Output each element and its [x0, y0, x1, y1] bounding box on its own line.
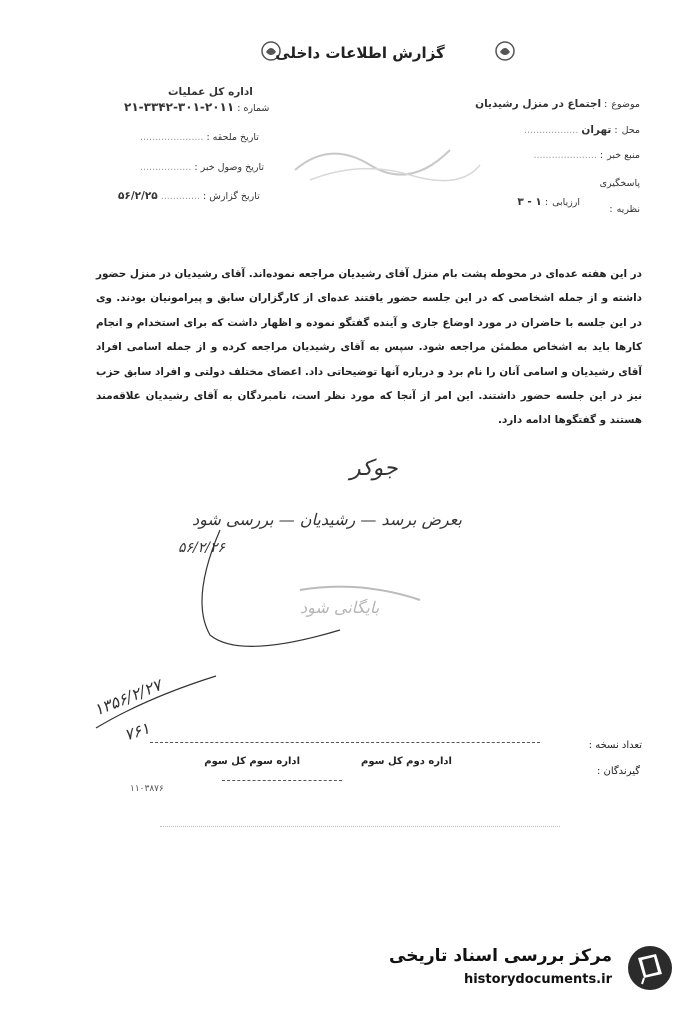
watermark-title: مرکز بررسی اسناد تاریخی — [389, 946, 612, 966]
office-field: اداره کل عملیات — [168, 86, 253, 98]
book-flag-logo-icon — [626, 944, 674, 992]
footer-dept: اداره دوم کل سوم — [361, 756, 452, 767]
report-title: گزارش اطلاعات داخلی — [275, 44, 445, 62]
faint-handwriting: بایگانی شود — [300, 598, 380, 617]
handwritten-signature: جوکر — [350, 456, 398, 481]
footer-divider — [222, 780, 342, 781]
recipients-label: گیرندگان : — [596, 766, 640, 777]
footer-divider — [150, 742, 540, 743]
margin-note: ۱۳۵۶/۲/۲۷ — [91, 675, 164, 720]
remarks-field: نظریه: — [609, 204, 640, 215]
report-body: در این هفته عده‌ای در محوطه پشت بام منزل آقای رشیدیان مراجعه نموده‌اند. آقای رشیدیان در منزل حضور داشته و از جمله اشخاصی که در این جلسه حضور یافتند عده‌ای از کارگزاران سابق و پیرامونیان بودند. وی در این جلسه با حاضران در مورد اوضاع جاری و آینده گفتگو نموده و اظهار داشت که برای استخدام و انجام کارها باید به اشخاص مطمئن مراجعه شود. سپس به آقای رشیدیان مراجعه کرده و از جمله اسامی افراد آقای رشیدیان و اسامی آنان را نام برد و درباره آنها توضیحاتی داد. اعضای مختلف دولتی و افراد سابق حزب نیز در این جلسه حضور داشتند. این امر از آنجا که مورد نظر است، نامبردگان به آقای رشیدیان علاقه‌مند هستند و گفتگوها ادامه دارد. — [96, 268, 642, 427]
copy-count-label: تعداد نسخه : — [588, 740, 642, 751]
report-date-field: تاریخ گزارش : ............. ۵۶/۲/۲۵ — [118, 190, 260, 202]
emblem-icon — [492, 38, 518, 64]
handwritten-note: بعرض برسد — رشیدیان — بررسی شود — [192, 510, 462, 529]
handwritten-date: ۵۶/۲/۲۶ — [178, 540, 226, 556]
margin-stroke — [86, 668, 226, 738]
margin-note: ۷۶۱ — [121, 718, 153, 745]
attachment-date-field: تاریخ ملحقه : ..................... — [140, 132, 259, 143]
footer-dept: اداره سوم کل سوم — [204, 756, 300, 767]
faint-stamp — [290, 130, 490, 190]
receipt-date-field: تاریخ وصول خبر : ................. — [140, 162, 264, 173]
signature-stroke — [180, 520, 440, 660]
stamp-code: ۱۱۰۳۸۷۶ — [130, 784, 164, 794]
evaluation-field: ارزیابی: ۱ - ۳ — [517, 196, 580, 208]
watermark-url: historydocuments.ir — [463, 972, 612, 987]
footer-faint-line — [160, 826, 560, 827]
source-field: منبع خبر: ..................... — [533, 150, 640, 161]
subject-field: موضوع: اجتماع در منزل رشیدیان — [475, 98, 640, 110]
number-field: شماره : ۲۰۱۱-۳۰۱-۳۳۴۲-۲۱ — [124, 100, 270, 114]
evaluation-field: پاسخگیری — [599, 178, 640, 189]
location-field: محل: تهران .................. — [523, 124, 640, 136]
